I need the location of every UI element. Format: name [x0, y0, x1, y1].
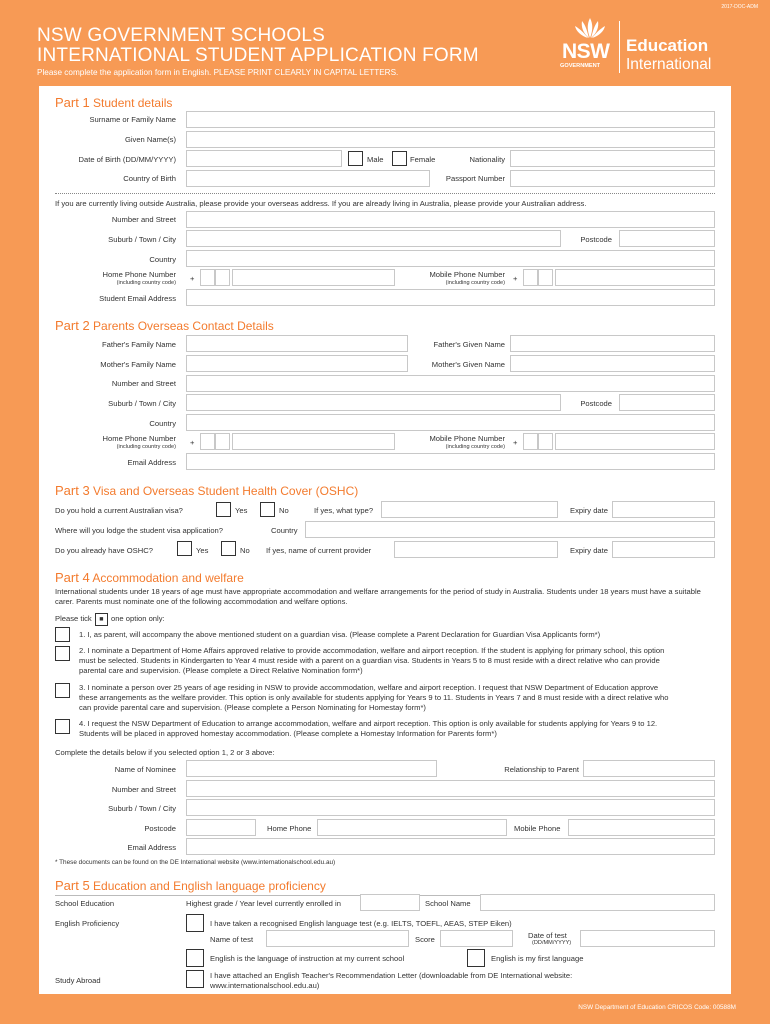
- passport-input[interactable]: [510, 170, 715, 187]
- form-title-line1: NSW GOVERNMENT SCHOOLS: [37, 25, 326, 46]
- school-name-label: School Name: [425, 899, 471, 908]
- parent-country-label: Country: [149, 419, 176, 428]
- father-given-input[interactable]: [510, 335, 715, 352]
- dob-label: Date of Birth (DD/MM/YYYY): [78, 155, 176, 164]
- part5-label: Part 5: [55, 878, 90, 893]
- test-date-label: Date of test: [528, 931, 567, 940]
- tick-instruction: [55, 613, 165, 626]
- school-name-input[interactable]: [480, 894, 715, 911]
- form-title-line2: INTERNATIONAL STUDENT APPLICATION FORM: [37, 45, 479, 66]
- part5-heading: [55, 878, 326, 893]
- visa-no-checkbox[interactable]: [260, 502, 275, 517]
- part4-title: Accommodation and welfare: [92, 571, 244, 585]
- student-street-label: Number and Street: [111, 215, 176, 224]
- parent-postcode-label: Postcode: [580, 399, 612, 408]
- test-date-format: (DD/MM/YYYY): [532, 940, 572, 946]
- option4-text: 4. I request the NSW Department of Education to arrange accommodation, welfare and airport reception. This option is only available for students applying for Years 9 to 12. Students will be placed in approved homestay accommodation. (Please complete a Homestay Information for Parents form*): [79, 719, 658, 738]
- english-test-checkbox[interactable]: [186, 914, 204, 932]
- tick-pre-text: Please tick: [55, 614, 92, 623]
- nominee-suburb-label: Suburb / Town / City: [108, 804, 176, 813]
- parent-mobile-cc1-input[interactable]: [523, 433, 538, 450]
- option3-checkbox[interactable]: [55, 683, 70, 698]
- english-proficiency-label: English Proficiency: [55, 919, 120, 928]
- father-family-label: Father's Family Name: [101, 340, 176, 349]
- option1-checkbox[interactable]: [55, 627, 70, 642]
- parent-email-label: Email Address: [127, 458, 176, 467]
- parent-street-label: Number and Street: [111, 379, 176, 388]
- student-mobile-label: Mobile Phone Number: [429, 270, 505, 279]
- student-home-phone-plus: +: [190, 274, 195, 283]
- mother-family-label: Mother's Family Name: [100, 360, 176, 369]
- form-title: [37, 26, 479, 66]
- student-street-input[interactable]: [186, 211, 715, 228]
- parent-mobile-label: Mobile Phone Number: [429, 434, 505, 443]
- visa-expiry-input[interactable]: [612, 501, 715, 518]
- nationality-label: Nationality: [469, 155, 505, 164]
- male-label: Male: [367, 155, 384, 164]
- student-email-input[interactable]: [186, 289, 715, 306]
- accommodation-intro: International students under 18 years of age must have appropriate accommodation and welfare arrangements for the period of study in Australia. Students under 18 years must have a suitable carer. Parents must nominate one of the following accommodation and welfare options.: [55, 587, 701, 606]
- footer-text: NSW Department of Education CRICOS Code: 00588M: [578, 1004, 736, 1011]
- parent-postcode-input[interactable]: [619, 394, 715, 411]
- visa-no-label: No: [279, 506, 289, 515]
- nominee-street-input[interactable]: [186, 780, 715, 797]
- oshc-no-label: No: [240, 546, 250, 555]
- score-input[interactable]: [440, 930, 513, 947]
- instruction-checkbox[interactable]: [186, 949, 204, 967]
- mother-given-input[interactable]: [510, 355, 715, 372]
- oshc-expiry-label: Expiry date: [570, 546, 608, 555]
- logo-nsw-text: NSW: [562, 40, 610, 63]
- visa-type-label: If yes, what type?: [314, 506, 374, 515]
- recommendation-letter-text: I have attached an English Teacher's Recommendation Letter (downloadable from DE International website: www.internationalschool.edu.au): [210, 971, 573, 990]
- passport-label: Passport Number: [445, 174, 505, 183]
- oshc-yes-checkbox[interactable]: [177, 541, 192, 556]
- visa-expiry-label: Expiry date: [570, 506, 608, 515]
- logo-education-text: Education: [626, 36, 709, 55]
- parent-street-input[interactable]: [186, 375, 715, 392]
- student-mobile-cc1-input[interactable]: [523, 269, 538, 286]
- nominee-label: Name of Nominee: [114, 765, 176, 774]
- parent-home-phone-plus: +: [190, 438, 195, 447]
- school-education-label: School Education: [55, 899, 115, 908]
- student-home-cc2-input[interactable]: [215, 269, 230, 286]
- logo-international-text: International: [626, 56, 712, 73]
- part3-label: Part 3: [55, 483, 90, 498]
- study-abroad-label: Study Abroad: [55, 976, 101, 985]
- nominee-mobile-input[interactable]: [568, 819, 715, 836]
- country-birth-input[interactable]: [186, 170, 430, 187]
- tick-post-text: one option only:: [110, 614, 165, 623]
- waratah-icon: [570, 16, 610, 40]
- parent-mobile-cc2-input[interactable]: [538, 433, 553, 450]
- part2-heading: [55, 318, 274, 333]
- score-label: Score: [415, 935, 435, 944]
- parent-mobile-input[interactable]: [555, 433, 715, 450]
- nominee-home-phone-input[interactable]: [317, 819, 507, 836]
- student-mobile-hint: (including country code): [445, 280, 505, 286]
- student-home-cc1-input[interactable]: [200, 269, 215, 286]
- nominee-street-label: Number and Street: [111, 785, 176, 794]
- nominee-postcode-label: Postcode: [144, 824, 176, 833]
- student-country-input[interactable]: [186, 250, 715, 267]
- english-test-text: I have taken a recognised English language test (e.g. IELTS, TOEFL, AEAS, STEP Eiken): [210, 919, 512, 928]
- student-mobile-input[interactable]: [555, 269, 715, 286]
- part4-label: Part 4: [55, 570, 90, 585]
- parent-home-phone-input[interactable]: [232, 433, 395, 450]
- form-subtitle: Please complete the application form in English. PLEASE PRINT CLEARLY IN CAPITAL LETTERS.: [37, 68, 399, 77]
- visa-yes-checkbox[interactable]: [216, 502, 231, 517]
- lodge-country-label: Country: [271, 526, 298, 535]
- given-name-label: Given Name(s): [124, 135, 176, 144]
- surname-label: Surname or Family Name: [89, 115, 176, 124]
- nominee-email-label: Email Address: [127, 843, 176, 852]
- student-home-phone-label: Home Phone Number: [102, 270, 176, 279]
- visa-question: Do you hold a current Australian visa?: [55, 506, 183, 515]
- documents-footnote: * These documents can be found on the DE International website (www.internationalschool.edu.au): [55, 859, 336, 866]
- parent-home-cc2-input[interactable]: [215, 433, 230, 450]
- male-checkbox[interactable]: [348, 151, 363, 166]
- complete-details-note: Complete the details below if you selected option 1, 2 or 3 above:: [55, 748, 275, 757]
- nationality-input[interactable]: [510, 150, 715, 167]
- student-home-phone-input[interactable]: [232, 269, 395, 286]
- student-mobile-plus: +: [513, 274, 518, 283]
- option3-text: 3. I nominate a person over 25 years of age residing in NSW to provide accommodation, welfare and airport reception. I request that NSW Department of Education approve these arrangements as the welfare provider. This option is only available for students applying for Years 9 to 11. Students in Years 7 and 8 must reside with a direct relative who can provide parental care and supervision. (Please complete a Person Nominating for Homestay form*): [79, 683, 669, 712]
- student-postcode-label: Postcode: [580, 235, 612, 244]
- part3-heading: [55, 483, 358, 498]
- dob-input[interactable]: [186, 150, 342, 167]
- student-country-label: Country: [149, 255, 176, 264]
- given-name-input[interactable]: [186, 131, 715, 148]
- option1-text: 1. I, as parent, will accompany the above mentioned student on a guardian visa. (Please complete a Parent Declaration for Guardian Visa Applicants form*): [79, 630, 601, 639]
- grade-input[interactable]: [360, 894, 420, 911]
- overseas-address-note: If you are currently living outside Australia, please provide your overseas address. If you are already living in Australia, please provide your Australian address.: [55, 199, 587, 208]
- nominee-home-phone-label: Home Phone: [267, 824, 312, 833]
- oshc-provider-label: If yes, name of current provider: [266, 546, 372, 555]
- mother-family-input[interactable]: [186, 355, 408, 372]
- nominee-postcode-input[interactable]: [186, 819, 256, 836]
- oshc-expiry-input[interactable]: [612, 541, 715, 558]
- surname-input[interactable]: [186, 111, 715, 128]
- option4-checkbox[interactable]: [55, 719, 70, 734]
- oshc-provider-input[interactable]: [394, 541, 558, 558]
- mother-given-label: Mother's Given Name: [431, 360, 505, 369]
- grade-label: Highest grade / Year level currently enrolled in: [186, 899, 341, 908]
- student-suburb-label: Suburb / Town / City: [108, 235, 176, 244]
- oshc-question: Do you already have OSHC?: [55, 546, 153, 555]
- lodge-question: Where will you lodge the student visa application?: [55, 526, 224, 535]
- relationship-label: Relationship to Parent: [504, 765, 579, 774]
- test-name-label: Name of test: [210, 935, 254, 944]
- logo-government-text: GOVERNMENT: [560, 63, 601, 69]
- form-code: 2017-DOC-ADM: [721, 4, 758, 10]
- dotted-divider: [55, 193, 715, 194]
- first-language-text: English is my first language: [491, 954, 584, 963]
- part2-label: Part 2: [55, 318, 90, 333]
- female-checkbox[interactable]: [392, 151, 407, 166]
- parent-mobile-plus: +: [513, 438, 518, 447]
- parent-country-input[interactable]: [186, 414, 715, 431]
- student-postcode-input[interactable]: [619, 230, 715, 247]
- part1-title: Student details: [93, 96, 173, 110]
- parent-home-phone-label: Home Phone Number: [102, 434, 176, 443]
- tick-example-icon: ■: [95, 613, 108, 626]
- visa-type-input[interactable]: [381, 501, 558, 518]
- nsw-logo: [560, 16, 620, 72]
- option2-checkbox[interactable]: [55, 646, 70, 661]
- part4-heading: [55, 570, 244, 585]
- lodge-country-input[interactable]: [305, 521, 715, 538]
- part1-heading: [55, 95, 172, 110]
- student-home-phone-hint: (including country code): [116, 280, 176, 286]
- parent-suburb-input[interactable]: [186, 394, 561, 411]
- parent-home-cc1-input[interactable]: [200, 433, 215, 450]
- parent-home-phone-hint: (including country code): [116, 444, 176, 450]
- test-date-input[interactable]: [580, 930, 715, 947]
- part5-title: Education and English language proficiency: [93, 879, 326, 893]
- country-birth-label: Country of Birth: [123, 174, 176, 183]
- part2-title: Parents Overseas Contact Details: [93, 319, 274, 333]
- first-language-checkbox[interactable]: [467, 949, 485, 967]
- oshc-yes-label: Yes: [196, 546, 209, 555]
- recommendation-letter-checkbox[interactable]: [186, 970, 204, 988]
- female-label: Female: [410, 155, 436, 164]
- parent-email-input[interactable]: [186, 453, 715, 470]
- father-given-label: Father's Given Name: [433, 340, 505, 349]
- nominee-mobile-label: Mobile Phone: [514, 824, 561, 833]
- logo-divider: [619, 21, 620, 73]
- student-email-label: Student Email Address: [99, 294, 176, 303]
- parent-mobile-hint: (including country code): [445, 444, 505, 450]
- father-family-input[interactable]: [186, 335, 408, 352]
- relationship-input[interactable]: [583, 760, 715, 777]
- part1-label: Part 1: [55, 95, 90, 110]
- student-mobile-cc2-input[interactable]: [538, 269, 553, 286]
- nominee-email-input[interactable]: [186, 838, 715, 855]
- option2-text: 2. I nominate a Department of Home Affairs approved relative to provide accommodation, welfare and airport reception. If the student is applying for primary school, this option must be selected. Students in Kindergarten to Year 4 must reside with a parent on a guardian visa. Students in Years 5 to 8 must reside with a direct relative who can provide parental care and supervision. (Please complete a Direct Relative Nomination form*): [79, 646, 665, 675]
- parent-suburb-label: Suburb / Town / City: [108, 399, 176, 408]
- instruction-text: English is the language of instruction at my current school: [210, 954, 405, 963]
- nominee-input[interactable]: [186, 760, 437, 777]
- student-suburb-input[interactable]: [186, 230, 561, 247]
- visa-yes-label: Yes: [235, 506, 248, 515]
- test-name-input[interactable]: [266, 930, 409, 947]
- nominee-suburb-input[interactable]: [186, 799, 715, 816]
- part3-title: Visa and Overseas Student Health Cover (OSHC): [93, 484, 359, 498]
- oshc-no-checkbox[interactable]: [221, 541, 236, 556]
